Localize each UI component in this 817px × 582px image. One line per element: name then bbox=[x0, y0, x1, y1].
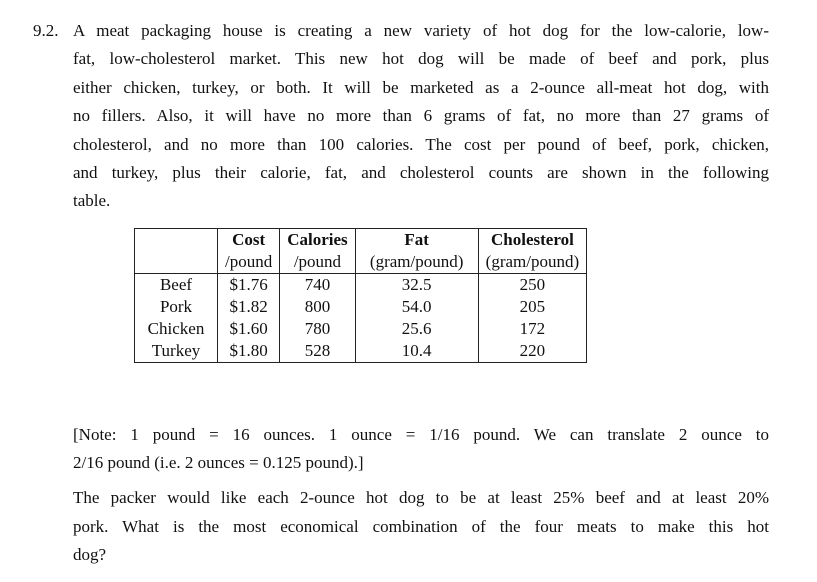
table-subheader-cost: /pound bbox=[218, 251, 280, 274]
intro-line: fat, low-cholesterol market. This new hot dog will be made of beef and pork, plus bbox=[73, 49, 769, 68]
table-cell-meat: Beef bbox=[135, 274, 218, 297]
table-cell-meat: Chicken bbox=[135, 318, 218, 340]
table-subheader-fat: (gram/pound) bbox=[355, 251, 478, 274]
table-cell-fat: 54.0 bbox=[355, 296, 478, 318]
question-line: pork. What is the most economical combination of the four meats to make this hot bbox=[73, 517, 769, 536]
question-line: dog? bbox=[73, 545, 107, 564]
table-cell-fat: 32.5 bbox=[355, 274, 478, 297]
intro-line: cholesterol, and no more than 100 calories. The cost per pound of beef, pork, chicken, bbox=[73, 135, 769, 154]
meat-properties-table bbox=[134, 228, 587, 363]
table-cell-cost: $1.80 bbox=[218, 340, 280, 363]
table-header-cell bbox=[135, 229, 218, 252]
note-line: [Note: 1 pound = 16 ounces. 1 ounce = 1/16 pound. We can translate 2 ounce to bbox=[73, 425, 769, 444]
intro-line: table. bbox=[73, 191, 111, 210]
table-header-fat: Fat bbox=[355, 229, 478, 252]
table-header-cost: Cost bbox=[218, 229, 280, 252]
table-header-calories: Calories bbox=[280, 229, 355, 252]
table-cell-calories: 800 bbox=[280, 296, 355, 318]
table-cell-cholesterol: 250 bbox=[478, 274, 586, 297]
note-line: 2/16 pound (i.e. 2 ounces = 0.125 pound).] bbox=[73, 453, 364, 472]
table-cell-calories: 528 bbox=[280, 340, 355, 363]
table-cell-cost: $1.60 bbox=[218, 318, 280, 340]
problem-number: 9.2. bbox=[33, 21, 59, 40]
table-cell-fat: 10.4 bbox=[355, 340, 478, 363]
table-cell-meat: Pork bbox=[135, 296, 218, 318]
table-cell-cost: $1.82 bbox=[218, 296, 280, 318]
table-header-row bbox=[135, 229, 587, 252]
table-subheader-calories: /pound bbox=[280, 251, 355, 274]
intro-line: and turkey, plus their calorie, fat, and cholesterol counts are shown in the following bbox=[73, 163, 769, 182]
table-cell-cholesterol: 220 bbox=[478, 340, 586, 363]
intro-line: no fillers. Also, it will have no more than 6 grams of fat, no more than 27 grams of bbox=[73, 106, 769, 125]
table-cell-calories: 780 bbox=[280, 318, 355, 340]
table-subheader-cell bbox=[135, 251, 218, 274]
intro-line: either chicken, turkey, or both. It will be marketed as a 2-ounce all-meat hot dog, with bbox=[73, 78, 769, 97]
table-row bbox=[135, 318, 587, 340]
intro-line: A meat packaging house is creating a new variety of hot dog for the low-calorie, low- bbox=[73, 21, 769, 40]
table-row bbox=[135, 274, 587, 297]
table-subheader-row bbox=[135, 251, 587, 274]
table-cell-cholesterol: 205 bbox=[478, 296, 586, 318]
table-cell-calories: 740 bbox=[280, 274, 355, 297]
question-line: The packer would like each 2-ounce hot dog to be at least 25% beef and at least 20% bbox=[73, 488, 769, 507]
table-cell-fat: 25.6 bbox=[355, 318, 478, 340]
table-subheader-cholesterol: (gram/pound) bbox=[478, 251, 586, 274]
table-row bbox=[135, 340, 587, 363]
table-cell-cost: $1.76 bbox=[218, 274, 280, 297]
table-cell-cholesterol: 172 bbox=[478, 318, 586, 340]
table-row bbox=[135, 296, 587, 318]
table-header-cholesterol: Cholesterol bbox=[478, 229, 586, 252]
table-cell-meat: Turkey bbox=[135, 340, 218, 363]
